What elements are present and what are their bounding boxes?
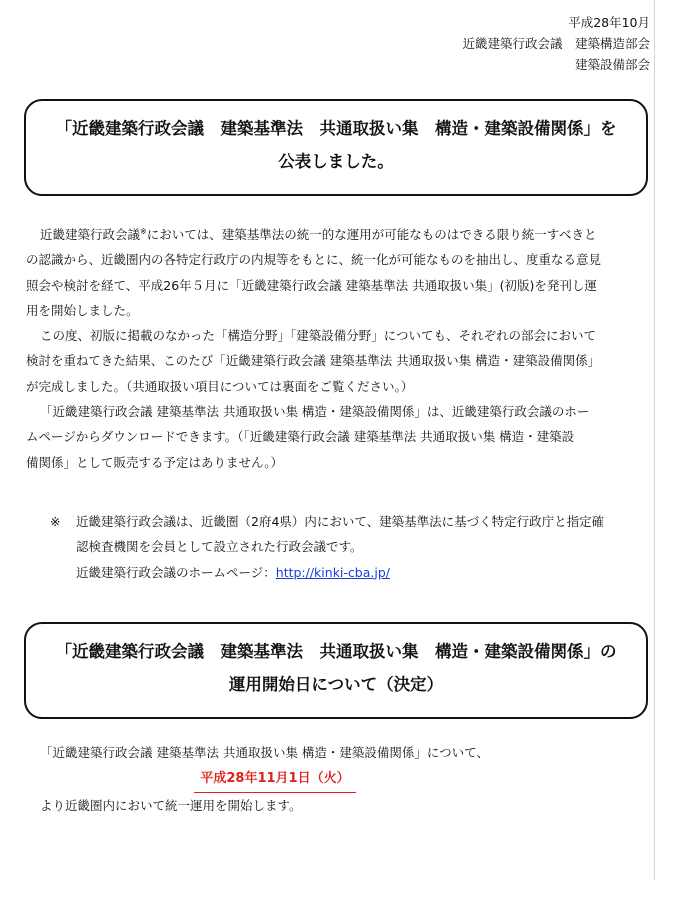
homepage-link[interactable]: http://kinki-cba.jp/ [275,564,390,580]
paragraph1-org: 近畿建築行政会議 [40,227,141,242]
start-date-title-box [24,622,648,719]
paragraph3-line3: 備関係」として販売する予定はありません。） [26,454,284,470]
footnote-line2: 認検査機関を会員として設立された行政会議です。 [76,539,363,555]
start-date-intro: 「近畿建築行政会議 建築基準法 共通取扱い集 構造・建築設備関係」について、 [40,745,489,760]
issue-date: 平成28年10月 [568,15,650,30]
footnote-line1 [50,509,654,534]
start-date-outro: より近畿圏内において統一運用を開始します。 [40,798,302,814]
paragraph2-line1: この度、初版に掲載のなかった「構造分野」「建築設備分野」についても、それぞれの部会において [40,328,597,344]
issuing-org: 近畿建築行政会議 建築構造部会 [462,36,650,51]
paragraph2-line2: 検討を重ねてきた結果、このたび「近畿建築行政会議 建築基準法 共通取扱い集 構造・建築設備関係」 [26,353,601,369]
body-paragraphs [26,222,656,475]
paragraph1-line3: 照会や検討を経て、平成26年５月に「近畿建築行政会議 建築基準法 共通取扱い集」(初版)を発刊し運 [26,277,597,293]
start-date-section [40,740,650,819]
paragraph3-line2: ムページからダウンロードできます。（「近畿建築行政会議 建築基準法 共通取扱い集 構造・建築設 [26,429,575,445]
homepage-label: 近畿建築行政会議のホームページ： [76,564,276,580]
announcement-title-line2: 公表しました。 [278,152,394,171]
paragraph2-line3: が完成しました。（共通取扱い項目については裏面をご覧ください。） [26,378,414,394]
paragraph1-line1 [26,222,656,247]
announcement-title-box [24,99,648,196]
paragraph1-text: においては、建築基準法の統一的な運用が可能なものはできる限り統一すべきと [146,227,597,242]
footnote [50,509,654,585]
start-date-highlight: 平成28年11月1日（火） [194,767,355,793]
start-date-title-line2: 運用開始日について（決定） [228,675,444,694]
document-header [462,12,650,75]
start-date-row [40,765,650,793]
start-date-title-line1: 「近畿建築行政会議 建築基準法 共通取扱い集 構造・建築設備関係」の [55,642,617,661]
footnote-text1: 近畿建築行政会議は、近畿圏（2府4県）内において、建築基準法に基づく特定行政庁と指定確 [76,514,605,529]
footnote-line3 [50,560,654,585]
announcement-title-line1: 「近畿建築行政会議 建築基準法 共通取扱い集 構造・建築設備関係」を [55,119,617,138]
paragraph3-line1: 「近畿建築行政会議 建築基準法 共通取扱い集 構造・建築設備関係」は、近畿建築行政会議のホー [40,404,590,420]
footnote-mark: ※ [140,226,147,236]
paragraph1-line4: 用を開始しました。 [26,302,139,318]
paragraph1-line2: の認識から、近畿圏内の各特定行政庁の内規等をもとに、統一化が可能なものを抽出し、度重なる意見 [26,252,602,268]
footnote-symbol: ※ [50,514,61,529]
issuing-org-sub: 建築設備部会 [574,57,650,72]
